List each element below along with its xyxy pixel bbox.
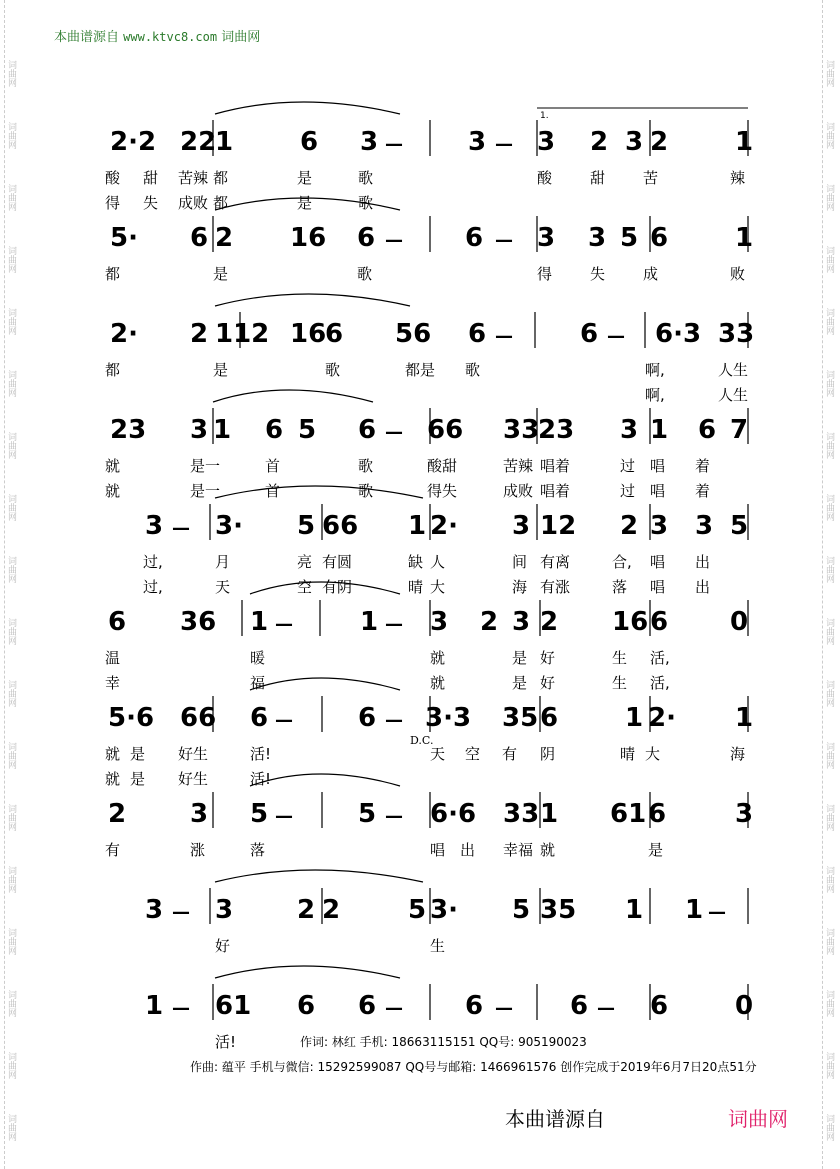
watermark-text: 词曲网 [6,184,16,211]
note: 3· [430,895,458,925]
note: 1 [685,895,704,925]
lyric: 是 [512,649,528,667]
note: 2· [110,319,138,349]
note: 3 [625,127,644,157]
lyric: 好生 [178,745,209,763]
lyric-second-verse: 首 [265,482,281,500]
note: 6·6 [430,799,477,829]
note: 6 [650,223,669,253]
lyric: 活, [650,649,670,667]
lyric-second-verse: 出 [695,578,711,596]
lyric-second-verse: 福 [250,674,266,692]
note: 6 [465,991,484,1021]
note: 0 [730,607,749,637]
watermark-text: 词曲网 [6,246,16,273]
note: 3 [695,511,714,541]
note: 6 [540,703,559,733]
note: 3· [215,511,243,541]
lyric-second-verse: 唱着 [540,482,571,500]
note: 2 [650,127,669,157]
watermark-text: 词曲网 [6,556,16,583]
footer-site-name[interactable]: 词曲网 [728,1107,788,1131]
lyric-second-verse: 歌 [358,194,374,212]
note: — [385,614,403,635]
lyric: 酸 [537,169,553,187]
note: 6 [648,799,667,829]
note: 3 [537,223,556,253]
lyric-second-verse: 着 [695,482,711,500]
note: 6 [250,703,269,733]
lyric: 晴 [620,745,636,763]
watermark-text: 词曲网 [824,742,834,769]
lyric: 唱 [430,841,446,859]
watermark-text: 词曲网 [824,618,834,645]
note: 5 [620,223,639,253]
slur-arc [215,486,423,498]
watermark-text: 词曲网 [6,494,16,521]
lyric: 人 [430,553,446,571]
lyric: 人生 [718,361,749,379]
note: 6 [190,223,209,253]
note: 6 [358,415,377,445]
watermark-text: 词曲网 [6,928,16,955]
watermark-text: 词曲网 [824,122,834,149]
lyric: 是 [213,361,229,379]
lyric: 好 [215,937,231,955]
header-source-label: 本曲谱源自 [54,30,120,45]
lyric-second-verse: 好 [540,674,556,692]
note: 1 [650,415,669,445]
note: 2 [590,127,609,157]
lyric-second-verse: 好生 [178,770,209,788]
lyric: 辣 [730,169,746,187]
note: 112 [215,319,270,349]
lyric-second-verse: 是 [512,674,528,692]
watermark-text: 词曲网 [824,804,834,831]
lyric: 合, [612,553,632,571]
note: 3 [620,415,639,445]
note: 6 [265,415,284,445]
note: 5·6 [108,703,155,733]
note: 1 [408,511,427,541]
watermark-text: 词曲网 [824,370,834,397]
watermark-text: 词曲网 [824,1052,834,1079]
lyric: 酸 [105,169,121,187]
lyric: 就 [540,841,556,859]
lyric-second-verse: 得失 [427,482,458,500]
lyric: 天 [430,745,446,763]
lyric-second-verse: 都 [213,194,229,212]
lyric: 都 [213,169,229,187]
lyric: 温 [105,649,121,667]
watermark-text: 词曲网 [6,1052,16,1079]
slur-arc [250,774,400,786]
note: — [385,806,403,827]
watermark-text: 词曲网 [6,680,16,707]
lyric-second-verse: 成败 [178,194,209,212]
note: 6 [357,223,376,253]
watermark-text: 词曲网 [824,308,834,335]
lyric: 阴 [540,745,556,763]
note: 7 [730,415,749,445]
note: 35 [502,703,539,733]
note: 1 [215,127,234,157]
lyric: 有离 [540,553,571,571]
note: 6 [358,703,377,733]
watermark-text: 词曲网 [824,184,834,211]
volta-number: 1. [540,111,549,121]
note: 3 [735,799,754,829]
lyric-second-verse: 过, [143,578,163,596]
note: 2 [215,223,234,253]
note: 6 [650,991,669,1021]
note: — [275,710,293,731]
lyric-second-verse: 唱 [650,482,666,500]
note: 3 [650,511,669,541]
lyric-second-verse: 晴 [408,578,424,596]
note: 6 [698,415,717,445]
note: 2 [620,511,639,541]
watermark-text: 词曲网 [824,866,834,893]
lyric: 出 [460,841,476,859]
lyric-second-verse: 歌 [358,482,374,500]
note: — [275,614,293,635]
lyric-second-verse: 成败 [503,482,534,500]
note: 66 [180,703,217,733]
note: — [495,998,513,1019]
slur-arc [215,294,410,306]
note: 33 [503,799,540,829]
lyric: 是 [130,745,146,763]
note: 5 [730,511,749,541]
lyric-second-verse: 就 [430,674,446,692]
dc-mark: D.C. [410,734,434,747]
lyric: 落 [250,841,266,859]
header-url[interactable]: www.ktvc8.com [123,30,218,44]
note: 36 [180,607,217,637]
lyric: 歌 [357,265,373,283]
note: 3 [190,415,209,445]
note: 16 [612,607,649,637]
watermark-text: 词曲网 [824,432,834,459]
lyric-second-verse: 是 [297,194,313,212]
lyric: 唱着 [540,457,571,475]
note: 2· [430,511,458,541]
watermark-text: 词曲网 [6,60,16,87]
lyric: 酸甜 [427,457,458,475]
note: 1 [735,223,754,253]
note: 23 [110,415,147,445]
note: 16 [290,223,327,253]
lyric: 啊, [645,361,665,379]
lyric: 空 [465,745,481,763]
lyric-second-verse: 就 [105,482,121,500]
note: 5 [358,799,377,829]
lyric-second-verse: 失 [143,194,159,212]
note: 1 [360,607,379,637]
lyric: 是 [297,169,313,187]
note: 2 [108,799,127,829]
note: — [172,902,190,923]
lyric-second-verse: 大 [430,578,446,596]
lyric: 歌 [325,361,341,379]
watermark-text: 词曲网 [824,928,834,955]
footer-source-label: 本曲谱源自 [505,1107,605,1131]
note: 6 [297,991,316,1021]
note: 3 [360,127,379,157]
note: 35 [540,895,577,925]
note: — [172,998,190,1019]
lyric-second-verse: 活, [650,674,670,692]
note: 3 [145,895,164,925]
lyric-second-verse: 幸 [105,674,121,692]
watermark-text: 词曲网 [6,370,16,397]
note: — [607,326,625,347]
lyric-second-verse: 啊, [645,386,665,404]
note: 12 [540,511,577,541]
lyric: 唱 [650,457,666,475]
lyricist-credit: 作词: 林红 手机: 18663115151 QQ号: 905190023 [300,1035,587,1049]
lyric-second-verse: 过 [620,482,636,500]
note: 0 [735,991,754,1021]
lyric: 大 [645,745,661,763]
watermark-text: 词曲网 [6,308,16,335]
note: 1 [625,895,644,925]
note: 6 [650,607,669,637]
note: 3 [512,511,531,541]
lyric-second-verse: 空 [297,578,313,596]
lyric: 歌 [465,361,481,379]
slur-arc [215,102,400,114]
lyric-second-verse: 生 [612,674,628,692]
watermark-text: 词曲网 [6,1114,16,1141]
lyric-second-verse: 落 [612,578,628,596]
watermark-text: 词曲网 [6,804,16,831]
note: 1 [540,799,559,829]
lyric: 出 [695,553,711,571]
note: 2 [540,607,559,637]
note: 5 [250,799,269,829]
note: — [495,134,513,155]
lyric-second-verse: 天 [215,578,231,596]
note: 3 [588,223,607,253]
watermark-text: 词曲网 [6,742,16,769]
lyric: 幸福 [503,841,534,859]
lyric: 涨 [190,841,206,859]
lyric: 是 [648,841,664,859]
watermark-text: 词曲网 [824,60,834,87]
lyric: 暖 [250,649,266,667]
watermark-text: 词曲网 [6,618,16,645]
note: 6 [325,319,344,349]
lyric: 就 [430,649,446,667]
lyric: 是 [213,265,229,283]
note: 5 [408,895,427,925]
lyric: 失 [590,265,606,283]
note: — [708,902,726,923]
lyric: 甜 [143,169,159,187]
slur-arc [215,870,423,882]
lyric: 有圆 [322,553,353,571]
note: 3 [430,607,449,637]
note: — [385,230,403,251]
note: 5 [297,511,316,541]
lyric: 成 [643,265,659,283]
note: 5 [298,415,317,445]
note: 2· [648,703,676,733]
lyric-second-verse: 有涨 [540,578,571,596]
note: — [385,998,403,1019]
note: 23 [538,415,575,445]
slur-arc [213,390,373,402]
note: 3 [215,895,234,925]
note: 5· [110,223,138,253]
note: 1 [213,415,232,445]
lyric-second-verse: 活! [250,770,272,788]
slur-arc [215,966,400,978]
lyric-second-verse: 是 [130,770,146,788]
note: 6 [570,991,589,1021]
watermark-text: 词曲网 [824,494,834,521]
lyric: 活! [215,1033,237,1051]
lyric: 是一 [190,457,221,475]
lyric: 首 [265,457,281,475]
note: 61 [215,991,252,1021]
note: 2 [480,607,499,637]
lyric-second-verse: 是一 [190,482,221,500]
note: 3·3 [425,703,472,733]
lyric: 得 [537,265,553,283]
lyric: 间 [512,553,528,571]
watermark-text: 词曲网 [824,246,834,273]
note: 66 [427,415,464,445]
note: 6·3 [655,319,702,349]
lyric: 有 [502,745,518,763]
slur-arc [250,678,400,690]
note: 61 [610,799,647,829]
lyric: 生 [612,649,628,667]
lyric: 着 [695,457,711,475]
note: 5 [512,895,531,925]
lyric: 缺 [408,553,424,571]
note: 2·2 [110,127,157,157]
note: — [495,230,513,251]
watermark-text: 词曲网 [824,680,834,707]
lyric: 月 [215,553,231,571]
note: 56 [395,319,432,349]
lyric-second-verse: 唱 [650,578,666,596]
lyric: 败 [730,265,746,283]
watermark-text: 词曲网 [6,990,16,1017]
note: 6 [300,127,319,157]
note: 1 [735,703,754,733]
lyric-second-verse: 就 [105,770,121,788]
note: 2 [322,895,341,925]
note: 2 [190,319,209,349]
note: 6 [358,991,377,1021]
note: 1 [735,127,754,157]
note: 22 [180,127,217,157]
note: 3 [512,607,531,637]
watermark-text: 词曲网 [824,556,834,583]
composer-credit: 作曲: 蕴平 手机与微信: 15292599087 QQ号与邮箱: 1466961576 创作完成于2019年6月7日20点51分 [190,1060,757,1074]
watermark-text: 词曲网 [824,990,834,1017]
note: 6 [580,319,599,349]
lyric: 亮 [297,553,313,571]
lyric: 歌 [358,169,374,187]
lyric: 有 [105,841,121,859]
watermark-text: 词曲网 [6,866,16,893]
note: 6 [468,319,487,349]
note: 3 [537,127,556,157]
lyric: 就 [105,457,121,475]
watermark-text: 词曲网 [6,432,16,459]
note: — [172,518,190,539]
note: 6 [465,223,484,253]
note: 16 [290,319,327,349]
note: 33 [718,319,755,349]
note: 2 [297,895,316,925]
note: — [385,422,403,443]
note: 3 [145,511,164,541]
note: 3 [190,799,209,829]
note: — [385,134,403,155]
lyric: 都 [105,265,121,283]
note: 33 [503,415,540,445]
lyric: 苦辣 [503,457,534,475]
note: 1 [250,607,269,637]
lyric: 都 [105,361,121,379]
lyric: 甜 [590,169,606,187]
note: 1 [625,703,644,733]
note: — [385,710,403,731]
lyric: 苦 [643,169,659,187]
lyric: 活! [250,745,272,763]
watermark-text: 词曲网 [824,1114,834,1141]
lyric: 好 [540,649,556,667]
lyric: 苦辣 [178,169,209,187]
note: — [597,998,615,1019]
note: — [275,806,293,827]
lyric-second-verse: 海 [512,578,528,596]
note: 66 [322,511,359,541]
lyric: 海 [730,745,746,763]
lyric: 过 [620,457,636,475]
lyric: 都是 [405,361,436,379]
lyric-second-verse: 人生 [718,386,749,404]
lyric-second-verse: 得 [105,194,121,212]
note: — [495,326,513,347]
header-site-name: 词曲网 [221,30,261,45]
lyric: 过, [143,553,163,571]
note: 6 [108,607,127,637]
note: 1 [145,991,164,1021]
note: 3 [468,127,487,157]
lyric: 唱 [650,553,666,571]
lyric: 歌 [358,457,374,475]
lyric: 生 [430,937,446,955]
watermark-text: 词曲网 [6,122,16,149]
lyric-second-verse: 有阴 [322,578,353,596]
lyric: 就 [105,745,121,763]
